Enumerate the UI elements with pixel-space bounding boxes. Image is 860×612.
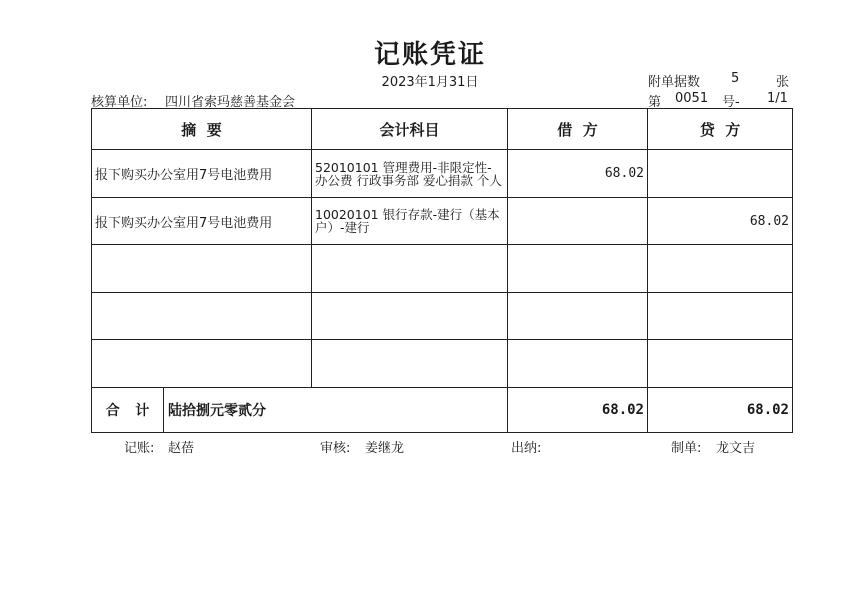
attachments-count: 5 [731,71,740,86]
attachments-unit: 张 [776,75,790,90]
empty-row [92,340,793,387]
total-amount-words: 陆拾捌元零贰分 [168,402,266,419]
number-suffix: 号- [722,95,740,110]
preparer-label: 制单: [671,441,702,456]
unit-label: 核算单位: [91,95,148,110]
total-debit: 68.02 [508,387,648,432]
entry-debit [508,197,648,244]
total-cell [92,387,508,432]
reviewer-name: 姜继龙 [365,441,405,456]
bookkeeper-name: 赵蓓 [168,441,195,456]
entry-row [92,197,793,244]
voucher-number: 0051 [675,91,709,106]
reviewer-label: 审核: [320,441,351,456]
total-row [92,387,793,432]
preparer-name: 龙文吉 [716,441,756,456]
page-indicator: 1/1 [767,91,788,106]
bookkeeper-label: 记账: [124,441,155,456]
empty-row [92,245,793,292]
attachments-label: 附单据数 [648,75,701,90]
total-credit: 68.02 [648,387,793,432]
column-header-credit: 贷 方 [648,109,793,150]
voucher-date: 2023年1月31日 [381,75,479,90]
empty-row [92,292,793,339]
entry-debit: 68.02 [508,150,648,197]
unit-name: 四川省索玛慈善基金会 [165,95,296,110]
entry-account: 10020101 银行存款-建行（基本户）-建行 [312,197,508,244]
cashier-label: 出纳: [511,441,542,456]
entry-summary: 报下购买办公室用7号电池费用 [92,197,312,244]
entry-account: 52010101 管理费用-非限定性-办公费 行政事务部 爱心捐款 个人 [312,150,508,197]
header-row [92,109,793,150]
column-header-account: 会计科目 [312,109,508,150]
entry-credit: 68.02 [648,197,793,244]
entry-row [92,150,793,197]
total-label [92,388,164,432]
total-label-part: 合 [105,402,120,419]
column-header-debit: 借 方 [508,109,648,150]
number-prefix: 第 [648,95,662,110]
entry-credit [648,150,793,197]
voucher-table [91,108,793,433]
voucher-title: 记账凭证 [373,40,486,70]
column-header-summary: 摘 要 [92,109,312,150]
entry-summary: 报下购买办公室用7号电池费用 [92,150,312,197]
total-label-part: 计 [135,402,150,419]
